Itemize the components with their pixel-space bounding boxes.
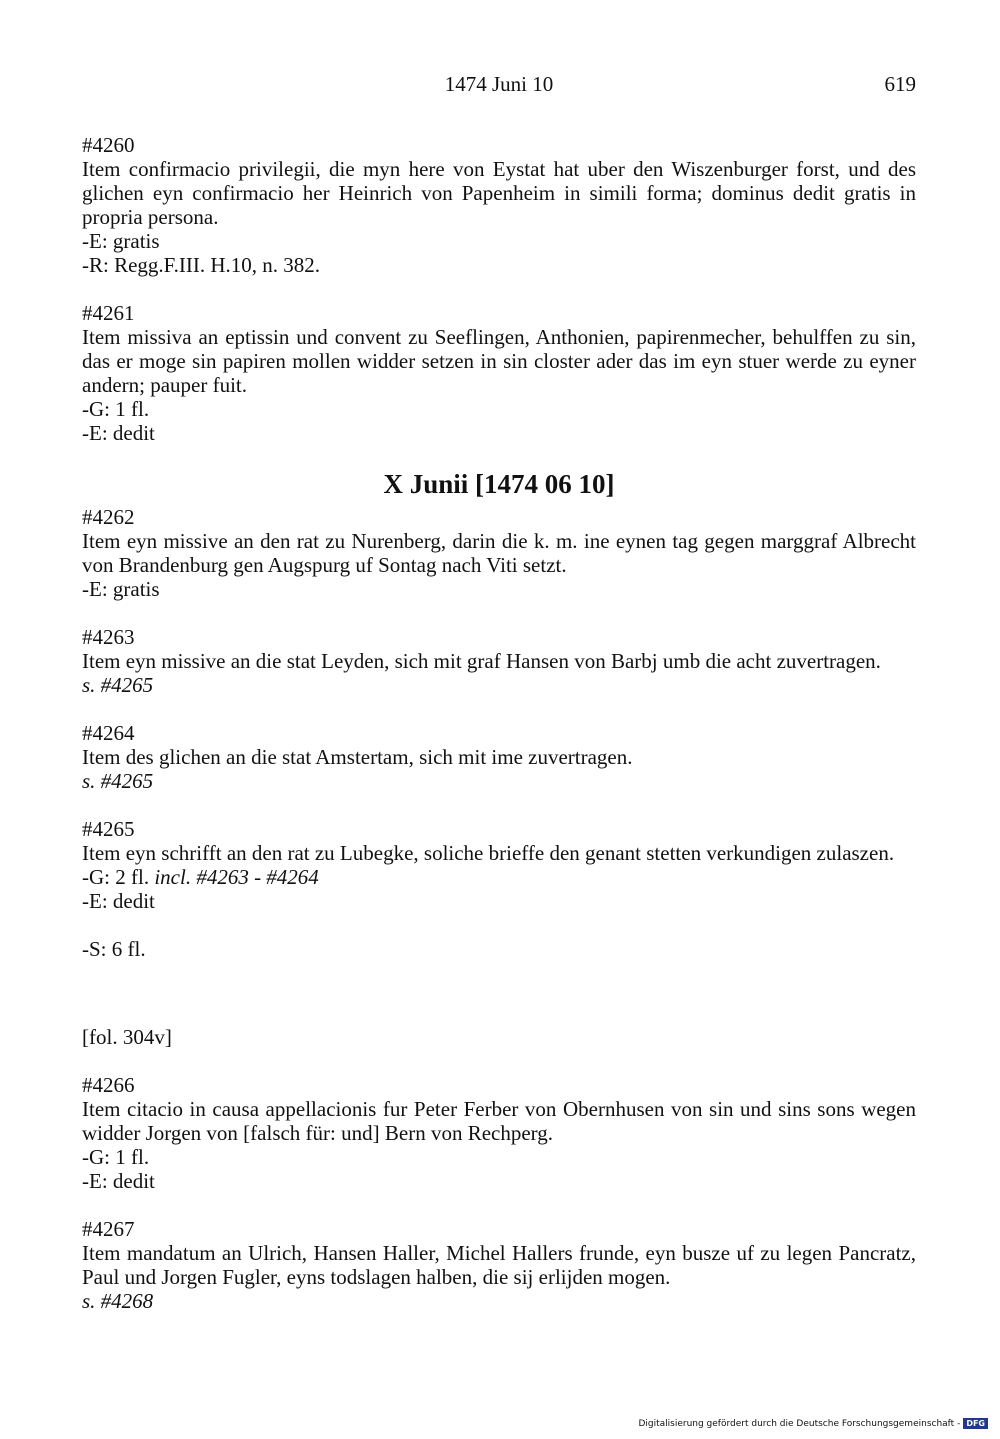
entry-text: Item missiva an eptissin und convent zu Seeflingen, Anthonien, papirenmecher, behulffen zu sin, das er moge sin papiren mollen widder setzen in sin closter ader das im eyn stuer werde zu eyner andern; pauper fuit. <box>82 325 916 397</box>
entry-number: #4262 <box>82 505 135 529</box>
entry-4266 <box>82 1073 916 1193</box>
entry-note: -E: dedit <box>82 421 155 445</box>
entry-number: #4266 <box>82 1073 135 1097</box>
entry-4260 <box>82 133 916 277</box>
entry-text: Item confirmacio privilegii, die myn here von Eystat hat uber den Wiszenburger forst, und des glichen eyn confirmacio her Heinrich von Papenheim in simili forma; dominus dedit gratis in propria persona. <box>82 157 916 229</box>
entry-number: #4261 <box>82 301 135 325</box>
cross-reference: s. #4265 <box>82 769 154 793</box>
entry-note: -E: gratis <box>82 577 160 601</box>
cross-reference: s. #4265 <box>82 673 154 697</box>
entry-text: Item des glichen an die stat Amstertam, sich mit ime zuvertragen. <box>82 745 633 769</box>
entry-text: Item eyn missive an den rat zu Nurenberg, darin die k. m. ine eynen tag gegen marggraf Albrecht von Brandenburg gen Augspurg uf Sontag nach Viti setzt. <box>82 529 916 577</box>
entry-4263 <box>82 625 916 697</box>
entry-text: Item mandatum an Ulrich, Hansen Haller, Michel Hallers frunde, eyn busze uf zu legen Pancratz, Paul und Jorgen Fugler, eyns todslagen halben, die sij erlijden mogen. <box>82 1241 916 1289</box>
sum-line: -S: 6 fl. <box>82 937 146 961</box>
page-header <box>82 72 916 102</box>
fee-amount: -G: 2 fl. <box>82 865 150 889</box>
fee-inclusion: incl. #4263 - #4264 <box>154 865 319 889</box>
entry-number: #4263 <box>82 625 135 649</box>
entry-note: -G: 1 fl. <box>82 397 150 421</box>
entry-number: #4267 <box>82 1217 135 1241</box>
entry-4265 <box>82 817 916 913</box>
entry-number: #4260 <box>82 133 135 157</box>
dfg-logo-icon: DFG <box>963 1418 988 1429</box>
credit-text: Digitalisierung gefördert durch die Deutsche Forschungsgemeinschaft - <box>638 1418 961 1429</box>
entry-note: -E: dedit <box>82 1169 155 1193</box>
entry-note: -G: 1 fl. <box>82 1145 150 1169</box>
page-number: 619 <box>884 72 916 96</box>
entry-number: #4264 <box>82 721 135 745</box>
entry-note: -E: gratis <box>82 229 160 253</box>
cross-reference: s. #4268 <box>82 1289 154 1313</box>
digitization-credit <box>638 1418 988 1429</box>
document-body <box>82 133 916 1337</box>
entry-4262 <box>82 505 916 601</box>
entry-4264 <box>82 721 916 793</box>
entry-text: Item eyn missive an die stat Leyden, sich mit graf Hansen von Barbj umb die acht zuvertragen. <box>82 649 881 673</box>
entry-note: -E: dedit <box>82 889 155 913</box>
entry-4261 <box>82 301 916 445</box>
header-date: 1474 Juni 10 <box>444 72 554 96</box>
entry-note <box>82 865 916 889</box>
section-heading: X Junii [1474 06 10] <box>383 469 615 499</box>
entry-text: Item citacio in causa appellacionis fur Peter Ferber von Obernhusen von sin und sins sons wegen widder Jorgen von [falsch für: und] Bern von Rechperg. <box>82 1097 916 1145</box>
entry-number: #4265 <box>82 817 135 841</box>
entry-note: -R: Regg.F.III. H.10, n. 382. <box>82 253 321 277</box>
entry-text: Item eyn schrifft an den rat zu Lubegke, soliche brieffe den genant stetten verkundigen zulaszen. <box>82 841 895 865</box>
folio-marker: [fol. 304v] <box>82 1025 172 1049</box>
entry-4267 <box>82 1217 916 1313</box>
